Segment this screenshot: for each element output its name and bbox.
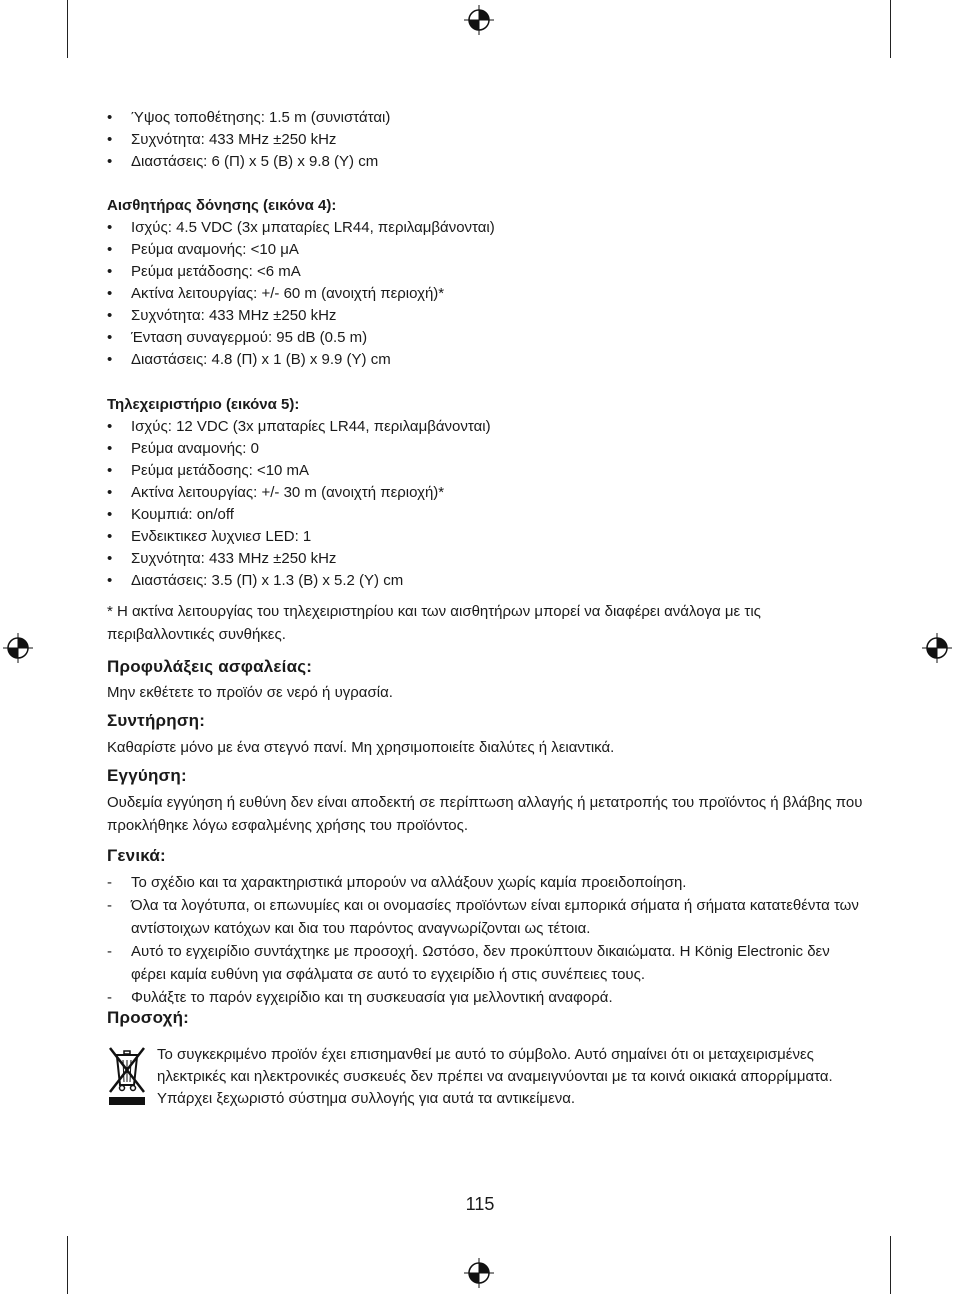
list-item: • Κουμπιά: on/off xyxy=(107,504,491,526)
list-item: - Φυλάξτε το παρόν εγχειρίδιο και τη συσκευασία για μελλοντική αναφορά. xyxy=(107,986,867,1009)
list-item: - Αυτό το εγχειρίδιο συντάχτηκε με προσοχή. Ωστόσο, δεν προκύπτουν δικαιώματα. Η König Electronic δεν φέρει καμία ευθύνη για σφάλματα σε αυτό το εγχειρίδιο ή στις συνέπειες τους. xyxy=(107,940,867,986)
section-text: Καθαρίστε μόνο με ένα στεγνό πανί. Μη χρησιμοποιείτε διαλύτες ή λειαντικά. xyxy=(107,739,615,756)
list-item: - Όλα τα λογότυπα, οι επωνυμίες και οι ονομασίες προϊόντων είναι εμπορικά σήματα ή σήματα κατατεθέντα των αντίστοιχων κατόχων και δια του παρόντος αναγνωρίζονται ως τέτοια. xyxy=(107,894,867,940)
section-heading: Εγγύηση: xyxy=(107,766,187,785)
remote-control-section xyxy=(107,394,491,592)
section-heading: Προσοχή: xyxy=(107,1008,190,1027)
list-item: • Ρεύμα μετάδοσης: <6 mA xyxy=(107,261,495,283)
list-item: • Ακτίνα λειτουργίας: +/- 30 m (ανοιχτή περιοχή)* xyxy=(107,482,491,504)
crop-mark-top-left xyxy=(67,0,68,58)
section-heading: Συντήρηση: xyxy=(107,711,206,730)
safety-section xyxy=(107,656,393,704)
list-item: - Το σχέδιο και τα χαρακτηριστικά μπορούν να αλλάξουν χωρίς καμία προειδοποίηση. xyxy=(107,871,867,894)
range-footnote: * Η ακτίνα λειτουργίας του τηλεχειριστηρίου και των αισθητήρων μπορεί να διαφέρει ανάλογα με τις περιβαλλοντικές συνθήκες. xyxy=(107,603,761,643)
list-item: • Ρεύμα μετάδοσης: <10 mA xyxy=(107,460,491,482)
list-item: • Ρεύμα αναμονής: <10 μA xyxy=(107,239,495,261)
general-section xyxy=(107,845,867,1009)
crop-mark-bottom-right xyxy=(890,1236,891,1294)
registration-mark-top-icon xyxy=(464,5,494,35)
section-text: Ουδεμία εγγύηση ή ευθύνη δεν είναι αποδεκτή σε περίπτωση αλλαγής ή μετατροπής του προϊόντος ή βλάβης που προκλήθηκε λόγω εσφαλμένης χρήσης του προϊόντος. xyxy=(107,794,863,834)
section-heading: Προφυλάξεις ασφαλείας: xyxy=(107,657,313,676)
crop-mark-bottom-left xyxy=(67,1236,68,1294)
registration-mark-right-icon xyxy=(922,633,952,663)
list-item: • Συχνότητα: 433 MHz ±250 kHz xyxy=(107,129,390,151)
list-item: • Ύψος τοποθέτησης: 1.5 m (συνιστάται) xyxy=(107,107,390,129)
vibration-sensor-section xyxy=(107,195,495,371)
weee-notice-text: Το συγκεκριμένο προϊόν έχει επισημανθεί με αυτό το σύμβολο. Αυτό σημαίνει ότι οι μεταχειρισμένες ηλεκτρικές και ηλεκτρονικές συσκευές δεν πρέπει να αναμειγνύονται με τα κοινά οικιακά απορρίμματα. Υπάρχει ξεχωριστό σύστημα συλλογής για αυτά τα αντικείμενα. xyxy=(157,1046,833,1107)
attention-section xyxy=(107,1007,867,1115)
list-item: • Συχνότητα: 433 MHz ±250 kHz xyxy=(107,548,491,570)
list-item: • Ακτίνα λειτουργίας: +/- 60 m (ανοιχτή περιοχή)* xyxy=(107,283,495,305)
crop-mark-top-right xyxy=(890,0,891,58)
list-item: • Διαστάσεις: 3.5 (Π) x 1.3 (Β) x 5.2 (Υ) cm xyxy=(107,570,491,592)
list-item: • Διαστάσεις: 6 (Π) x 5 (Β) x 9.8 (Υ) cm xyxy=(107,151,390,173)
spec-list-vibration xyxy=(107,217,495,371)
section-heading: Αισθητήρας δόνησης (εικόνα 4): xyxy=(107,197,337,214)
list-item: • Ενδεικτικεσ λυχνιεσ LED: 1 xyxy=(107,526,491,548)
weee-notice xyxy=(107,1045,867,1115)
spec-list-door-sensor xyxy=(107,107,390,173)
page-number: 115 xyxy=(465,1194,495,1214)
weee-crossed-bin-icon xyxy=(107,1045,147,1109)
warranty-section xyxy=(107,765,867,837)
list-item: • Ρεύμα αναμονής: 0 xyxy=(107,438,491,460)
list-item: • Ισχύς: 4.5 VDC (3x μπαταρίες LR44, περιλαμβάνονται) xyxy=(107,217,495,239)
general-list xyxy=(107,871,867,1009)
registration-mark-left-icon xyxy=(3,633,33,663)
section-heading: Γενικά: xyxy=(107,846,166,865)
spec-list-remote xyxy=(107,416,491,592)
list-item: • Ισχύς: 12 VDC (3x μπαταρίες LR44, περιλαμβάνονται) xyxy=(107,416,491,438)
list-item: • Συχνότητα: 433 MHz ±250 kHz xyxy=(107,305,495,327)
list-item: • Ένταση συναγερμού: 95 dB (0.5 m) xyxy=(107,327,495,349)
list-item: • Διαστάσεις: 4.8 (Π) x 1 (Β) x 9.9 (Υ) cm xyxy=(107,349,495,371)
maintenance-section xyxy=(107,710,614,759)
section-text: Μην εκθέτετε το προϊόν σε νερό ή υγρασία. xyxy=(107,684,393,701)
section-heading: Τηλεχειριστήριο (εικόνα 5): xyxy=(107,396,300,413)
registration-mark-bottom-icon xyxy=(464,1258,494,1288)
